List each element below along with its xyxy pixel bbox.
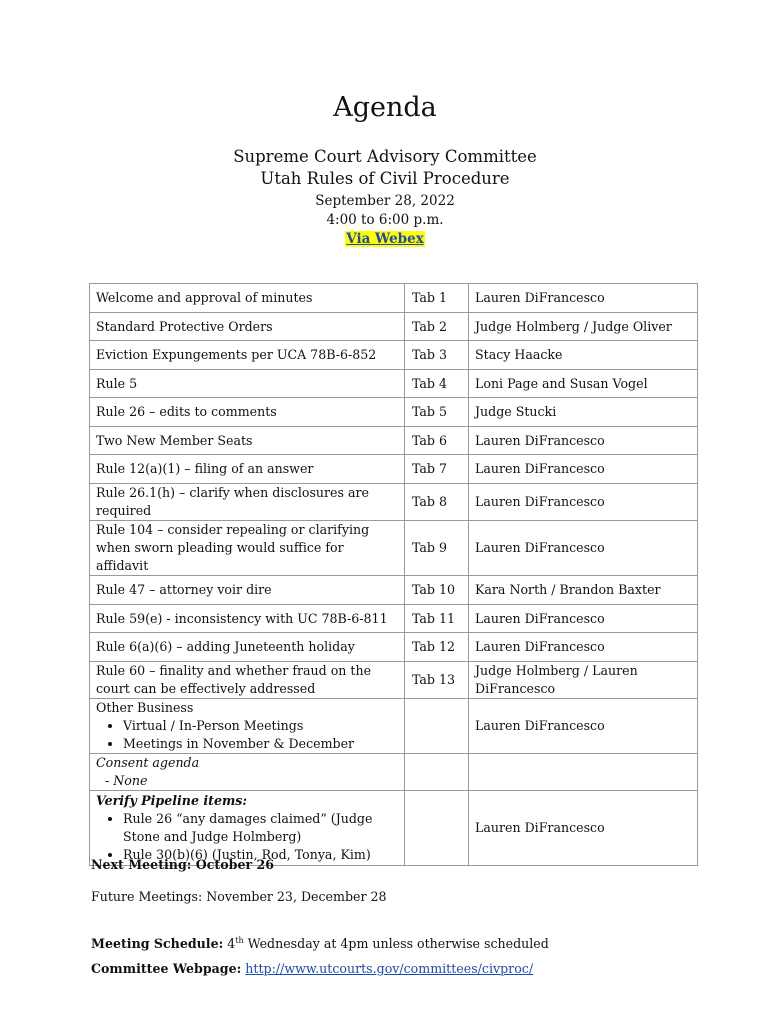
presenter: Lauren DiFrancesco bbox=[469, 633, 698, 662]
tab-label: Tab 1 bbox=[405, 284, 469, 313]
table-row-pipeline bbox=[90, 791, 698, 866]
agenda-item: Rule 26 – edits to comments bbox=[90, 398, 405, 427]
other-business-heading: Other Business bbox=[96, 700, 194, 715]
table-row bbox=[90, 455, 698, 484]
schedule-text: Wednesday at 4pm unless otherwise scheduled bbox=[243, 936, 549, 952]
agenda-item: Two New Member Seats bbox=[90, 427, 405, 455]
tab-label: Tab 12 bbox=[405, 633, 469, 662]
other-business-cell bbox=[90, 699, 405, 754]
tab-label: Tab 9 bbox=[405, 521, 469, 576]
tab-label-empty bbox=[405, 699, 469, 754]
tab-label: Tab 4 bbox=[405, 370, 469, 398]
meeting-date: September 28, 2022 bbox=[315, 193, 455, 209]
rules-name: Utah Rules of Civil Procedure bbox=[260, 169, 510, 188]
presenter: Judge Stucki bbox=[469, 398, 698, 427]
agenda-item: Rule 5 bbox=[90, 370, 405, 398]
presenter-empty bbox=[469, 754, 698, 791]
tab-label: Tab 2 bbox=[405, 313, 469, 341]
table-row bbox=[90, 662, 698, 699]
webpage-label: Committee Webpage: bbox=[91, 961, 242, 976]
table-row bbox=[90, 427, 698, 455]
meeting-time: 4:00 to 6:00 p.m. bbox=[326, 212, 444, 228]
presenter: Lauren DiFrancesco bbox=[469, 484, 698, 521]
table-row bbox=[90, 605, 698, 633]
presenter: Loni Page and Susan Vogel bbox=[469, 370, 698, 398]
table-row bbox=[90, 313, 698, 341]
agenda-item: Rule 60 – finality and whether fraud on the court can be effectively addressed bbox=[90, 662, 405, 699]
tab-label: Tab 5 bbox=[405, 398, 469, 427]
table-row bbox=[90, 284, 698, 313]
future-meetings: Future Meetings: November 23, December 28 bbox=[91, 889, 387, 904]
agenda-item: Rule 26.1(h) – clarify when disclosures are required bbox=[90, 484, 405, 521]
schedule-num: 4 bbox=[227, 936, 236, 952]
presenter: Lauren DiFrancesco bbox=[469, 284, 698, 313]
agenda-item: Welcome and approval of minutes bbox=[90, 284, 405, 313]
table-row bbox=[90, 521, 698, 576]
webex-link[interactable]: Via Webex bbox=[346, 231, 424, 247]
consent-list bbox=[96, 772, 398, 790]
presenter: Lauren DiFrancesco bbox=[469, 699, 698, 754]
list-item: • Rule 30(b)(6) (Justin, Rod, Tonya, Kim) bbox=[123, 846, 398, 864]
tab-label-empty bbox=[405, 791, 469, 866]
webpage-link[interactable]: http://www.utcourts.gov/committees/civproc/ bbox=[245, 961, 534, 976]
list-item: - None bbox=[118, 772, 398, 790]
agenda-table bbox=[89, 283, 698, 866]
table-row bbox=[90, 370, 698, 398]
next-meeting: Next Meeting: October 26 bbox=[91, 857, 275, 872]
table-row-consent bbox=[90, 754, 698, 791]
agenda-item: Rule 12(a)(1) – filing of an answer bbox=[90, 455, 405, 484]
header-committee bbox=[0, 146, 770, 190]
presenter: Judge Holmberg / Lauren DiFrancesco bbox=[469, 662, 698, 699]
consent-heading: Consent agenda bbox=[96, 755, 200, 770]
presenter: Lauren DiFrancesco bbox=[469, 427, 698, 455]
table-row bbox=[90, 341, 698, 370]
schedule-label: Meeting Schedule: bbox=[91, 936, 224, 952]
tab-label: Tab 3 bbox=[405, 341, 469, 370]
committee-webpage bbox=[91, 961, 533, 976]
consent-cell bbox=[90, 754, 405, 791]
tab-label: Tab 10 bbox=[405, 576, 469, 605]
list-item: • Rule 26 “any damages claimed” (Judge Stone and Judge Holmberg) bbox=[123, 810, 398, 846]
schedule-sup: th bbox=[235, 936, 244, 945]
other-business-list bbox=[96, 717, 398, 753]
pipeline-cell bbox=[90, 791, 405, 866]
presenter: Lauren DiFrancesco bbox=[469, 455, 698, 484]
tab-label: Tab 6 bbox=[405, 427, 469, 455]
pipeline-list bbox=[96, 810, 398, 864]
tab-label: Tab 7 bbox=[405, 455, 469, 484]
agenda-item: Rule 47 – attorney voir dire bbox=[90, 576, 405, 605]
presenter: Lauren DiFrancesco bbox=[469, 605, 698, 633]
table-row bbox=[90, 484, 698, 521]
table-row bbox=[90, 398, 698, 427]
table-row-other-business bbox=[90, 699, 698, 754]
presenter: Stacy Haacke bbox=[469, 341, 698, 370]
agenda-item: Eviction Expungements per UCA 78B-6-852 bbox=[90, 341, 405, 370]
agenda-item: Rule 59(e) - inconsistency with UC 78B-6-811 bbox=[90, 605, 405, 633]
presenter: Judge Holmberg / Judge Oliver bbox=[469, 313, 698, 341]
tab-label: Tab 13 bbox=[405, 662, 469, 699]
table-row bbox=[90, 633, 698, 662]
presenter: Kara North / Brandon Baxter bbox=[469, 576, 698, 605]
list-item: • Meetings in November & December bbox=[123, 735, 398, 753]
committee-name: Supreme Court Advisory Committee bbox=[233, 147, 537, 166]
page-title: Agenda bbox=[333, 92, 437, 123]
agenda-item: Standard Protective Orders bbox=[90, 313, 405, 341]
agenda-item: Rule 6(a)(6) – adding Juneteenth holiday bbox=[90, 633, 405, 662]
tab-label: Tab 8 bbox=[405, 484, 469, 521]
tab-label-empty bbox=[405, 754, 469, 791]
agenda-item: Rule 104 – consider repealing or clarifying when sworn pleading would suffice for affidavit bbox=[90, 521, 405, 576]
list-item: • Virtual / In-Person Meetings bbox=[123, 717, 398, 735]
meeting-schedule bbox=[91, 936, 549, 951]
pipeline-heading: Verify Pipeline items: bbox=[96, 793, 248, 808]
table-row bbox=[90, 576, 698, 605]
tab-label: Tab 11 bbox=[405, 605, 469, 633]
presenter: Lauren DiFrancesco bbox=[469, 791, 698, 866]
presenter: Lauren DiFrancesco bbox=[469, 521, 698, 576]
header-datetime bbox=[0, 192, 770, 249]
